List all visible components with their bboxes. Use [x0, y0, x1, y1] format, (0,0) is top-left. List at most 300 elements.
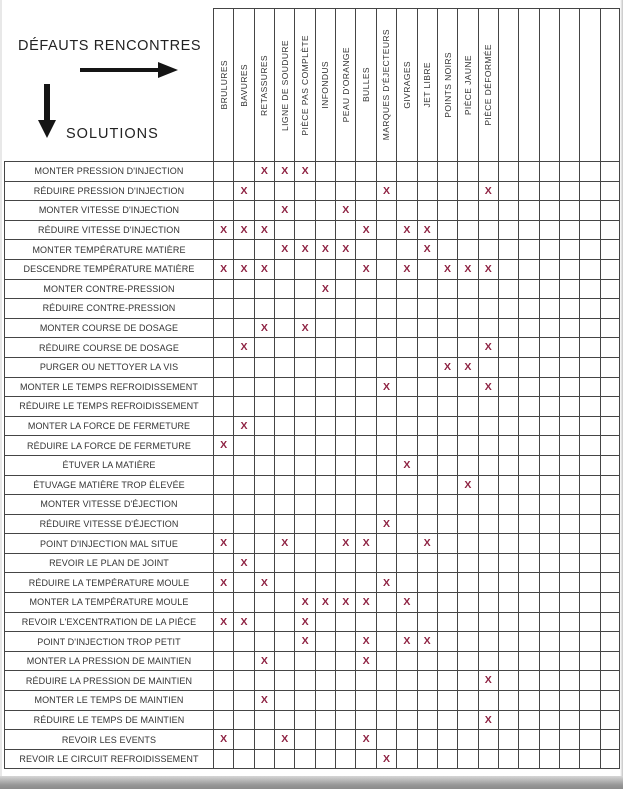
matrix-cell: [498, 632, 518, 652]
matrix-cell: [396, 554, 416, 574]
matrix-cell: [478, 730, 498, 750]
matrix-cell: [518, 613, 538, 633]
solution-row: [4, 221, 620, 241]
matrix-cell: [396, 260, 416, 280]
solution-row: [4, 534, 620, 554]
matrix-cell: [600, 162, 620, 182]
matrix-cell: [213, 554, 233, 574]
matrix-cell: [498, 730, 518, 750]
matrix-cell: [233, 280, 253, 300]
matrix-cell: [254, 338, 274, 358]
matrix-cell: [498, 162, 518, 182]
matrix-cell: [335, 397, 355, 417]
defect-column-label: BAVURES: [239, 63, 250, 107]
x-mark: X: [484, 713, 492, 726]
matrix-cell: [600, 573, 620, 593]
matrix-cell: [355, 652, 375, 672]
x-mark: X: [382, 517, 390, 530]
matrix-cell: [233, 299, 253, 319]
matrix-cell: [335, 573, 355, 593]
empty-column-header: [600, 8, 620, 162]
defect-solution-matrix: [4, 8, 620, 769]
matrix-cell: [355, 573, 375, 593]
matrix-cell: [213, 495, 233, 515]
matrix-cell: [498, 319, 518, 339]
matrix-cell: [294, 436, 314, 456]
matrix-cell: [213, 397, 233, 417]
x-mark: X: [220, 576, 228, 589]
matrix-cell: [437, 534, 457, 554]
matrix-cell: [600, 711, 620, 731]
matrix-cell: [396, 240, 416, 260]
matrix-cell: [274, 299, 294, 319]
matrix-cell: [396, 436, 416, 456]
matrix-cell: [254, 319, 274, 339]
matrix-cell: [437, 573, 457, 593]
x-mark: X: [301, 165, 309, 178]
matrix-cell: [437, 613, 457, 633]
matrix-cell: [417, 397, 437, 417]
matrix-cell: [315, 378, 335, 398]
matrix-cell: [335, 162, 355, 182]
matrix-cell: [355, 495, 375, 515]
solution-label: RÉDUIRE VITESSE D'INJECTION: [4, 221, 213, 241]
matrix-cell: [355, 280, 375, 300]
x-mark: X: [321, 243, 329, 256]
defect-column-label: LIGNE DE SOUDURE: [279, 39, 290, 131]
x-mark: X: [444, 360, 452, 373]
matrix-cell: [457, 221, 477, 241]
matrix-cell: [294, 299, 314, 319]
matrix-cell: [274, 456, 294, 476]
x-mark: X: [301, 635, 309, 648]
matrix-cell: [335, 534, 355, 554]
matrix-cell: [478, 378, 498, 398]
solution-label: RÉDUIRE CONTRE-PRESSION: [4, 299, 213, 319]
matrix-cell: [478, 240, 498, 260]
matrix-cell: [579, 573, 599, 593]
matrix-cell: [498, 260, 518, 280]
matrix-cell: [539, 613, 559, 633]
matrix-cell: [437, 201, 457, 221]
matrix-cell: [233, 456, 253, 476]
x-mark: X: [220, 439, 228, 452]
matrix-cell: [417, 221, 437, 241]
x-mark: X: [342, 596, 350, 609]
matrix-cell: [559, 280, 579, 300]
matrix-cell: [437, 417, 457, 437]
x-mark: X: [403, 596, 411, 609]
matrix-cell: [254, 417, 274, 437]
defect-column-header: [315, 8, 335, 162]
solution-label: RÉDUIRE LE TEMPS REFROIDISSEMENT: [4, 397, 213, 417]
matrix-cell: [498, 182, 518, 202]
matrix-cell: [518, 240, 538, 260]
matrix-cell: [315, 436, 335, 456]
matrix-cell: [355, 456, 375, 476]
matrix-cell: [254, 476, 274, 496]
x-mark: X: [423, 243, 431, 256]
solution-label: REVOIR LE PLAN DE JOINT: [4, 554, 213, 574]
matrix-cell: [559, 495, 579, 515]
matrix-cell: [539, 691, 559, 711]
matrix-cell: [600, 613, 620, 633]
matrix-cell: [355, 201, 375, 221]
matrix-cell: [254, 221, 274, 241]
matrix-cell: [254, 260, 274, 280]
matrix-cell: [376, 417, 396, 437]
x-mark: X: [362, 223, 370, 236]
x-mark: X: [362, 733, 370, 746]
matrix-cell: [315, 671, 335, 691]
matrix-cell: [335, 358, 355, 378]
matrix-cell: [335, 515, 355, 535]
matrix-cell: [274, 397, 294, 417]
matrix-cell: [498, 417, 518, 437]
matrix-cell: [559, 593, 579, 613]
matrix-cell: [559, 671, 579, 691]
matrix-cell: [600, 221, 620, 241]
defect-column-header: [294, 8, 314, 162]
x-mark: X: [240, 615, 248, 628]
matrix-cell: [233, 319, 253, 339]
matrix-cell: [457, 476, 477, 496]
matrix-cell: [457, 711, 477, 731]
matrix-cell: [274, 338, 294, 358]
matrix-cell: [233, 221, 253, 241]
matrix-cell: [274, 534, 294, 554]
matrix-cell: [376, 378, 396, 398]
matrix-cell: [355, 299, 375, 319]
matrix-cell: [539, 476, 559, 496]
matrix-cell: [355, 593, 375, 613]
matrix-corner-cell: [4, 8, 213, 162]
solution-label: REVOIR LES EVENTS: [4, 730, 213, 750]
matrix-cell: [518, 260, 538, 280]
solution-label: DESCENDRE TEMPÉRATURE MATIÈRE: [4, 260, 213, 280]
matrix-cell: [579, 711, 599, 731]
x-mark: X: [240, 341, 248, 354]
solution-row: [4, 671, 620, 691]
matrix-cell: [518, 671, 538, 691]
matrix-cell: [518, 750, 538, 770]
matrix-cell: [254, 515, 274, 535]
solution-label: RÉDUIRE LA PRESSION DE MAINTIEN: [4, 671, 213, 691]
matrix-cell: [457, 691, 477, 711]
matrix-cell: [539, 260, 559, 280]
matrix-cell: [213, 260, 233, 280]
matrix-cell: [518, 593, 538, 613]
matrix-cell: [294, 515, 314, 535]
x-mark: X: [240, 223, 248, 236]
matrix-cell: [396, 182, 416, 202]
matrix-cell: [518, 358, 538, 378]
matrix-cell: [478, 280, 498, 300]
matrix-cell: [315, 221, 335, 241]
matrix-cell: [254, 182, 274, 202]
matrix-cell: [376, 750, 396, 770]
x-mark: X: [321, 282, 329, 295]
matrix-cell: [559, 358, 579, 378]
matrix-cell: [417, 691, 437, 711]
matrix-cell: [396, 456, 416, 476]
matrix-cell: [254, 240, 274, 260]
matrix-cell: [396, 515, 416, 535]
matrix-cell: [274, 358, 294, 378]
matrix-cell: [518, 397, 538, 417]
matrix-cell: [294, 162, 314, 182]
matrix-cell: [539, 299, 559, 319]
matrix-cell: [498, 613, 518, 633]
matrix-cell: [559, 476, 579, 496]
matrix-cell: [335, 691, 355, 711]
matrix-cell: [254, 691, 274, 711]
matrix-cell: [539, 554, 559, 574]
matrix-cell: [417, 593, 437, 613]
matrix-cell: [274, 573, 294, 593]
matrix-cell: [294, 319, 314, 339]
solution-label: MONTER VITESSE D'INJECTION: [4, 201, 213, 221]
matrix-cell: [437, 338, 457, 358]
matrix-cell: [396, 358, 416, 378]
matrix-cell: [294, 182, 314, 202]
matrix-cell: [355, 182, 375, 202]
matrix-cell: [437, 476, 457, 496]
matrix-cell: [437, 671, 457, 691]
matrix-cell: [254, 534, 274, 554]
matrix-cell: [478, 515, 498, 535]
solution-label: RÉDUIRE LE TEMPS DE MAINTIEN: [4, 711, 213, 731]
matrix-cell: [254, 378, 274, 398]
x-mark: X: [342, 204, 350, 217]
matrix-cell: [315, 593, 335, 613]
matrix-cell: [498, 671, 518, 691]
matrix-cell: [254, 593, 274, 613]
matrix-cell: [417, 319, 437, 339]
matrix-cell: [559, 515, 579, 535]
matrix-cell: [478, 554, 498, 574]
matrix-cell: [600, 299, 620, 319]
solution-label: MONTER LA PRESSION DE MAINTIEN: [4, 652, 213, 672]
matrix-cell: [254, 280, 274, 300]
matrix-cell: [417, 730, 437, 750]
x-mark: X: [423, 223, 431, 236]
defect-column-label: PIÈCE DÉFORMÉE: [483, 44, 494, 126]
matrix-cell: [498, 534, 518, 554]
matrix-cell: [254, 730, 274, 750]
x-mark: X: [464, 360, 472, 373]
matrix-cell: [315, 358, 335, 378]
matrix-cell: [274, 162, 294, 182]
matrix-cell: [457, 750, 477, 770]
x-mark: X: [281, 733, 289, 746]
solution-label: MONTER LE TEMPS DE MAINTIEN: [4, 691, 213, 711]
x-mark: X: [362, 537, 370, 550]
matrix-cell: [518, 417, 538, 437]
matrix-cell: [559, 299, 579, 319]
solution-row: [4, 358, 620, 378]
matrix-cell: [518, 378, 538, 398]
matrix-cell: [335, 750, 355, 770]
matrix-cell: [539, 515, 559, 535]
solution-label: RÉDUIRE PRESSION D'INJECTION: [4, 182, 213, 202]
solution-row: [4, 299, 620, 319]
matrix-cell: [376, 162, 396, 182]
matrix-cell: [396, 299, 416, 319]
matrix-cell: [213, 730, 233, 750]
matrix-cell: [559, 260, 579, 280]
matrix-cell: [457, 436, 477, 456]
matrix-cell: [294, 593, 314, 613]
solution-label: MONTER LA FORCE DE FERMETURE: [4, 417, 213, 437]
matrix-cell: [335, 201, 355, 221]
matrix-cell: [213, 319, 233, 339]
matrix-cell: [233, 750, 253, 770]
matrix-cell: [539, 240, 559, 260]
solution-row: [4, 280, 620, 300]
x-mark: X: [281, 243, 289, 256]
solution-label: MONTER LE TEMPS REFROIDISSEMENT: [4, 378, 213, 398]
matrix-body: [4, 162, 620, 769]
matrix-cell: [600, 319, 620, 339]
matrix-cell: [274, 613, 294, 633]
x-mark: X: [301, 321, 309, 334]
matrix-cell: [315, 280, 335, 300]
matrix-cell: [518, 299, 538, 319]
matrix-cell: [457, 397, 477, 417]
matrix-cell: [417, 671, 437, 691]
matrix-cell: [274, 691, 294, 711]
matrix-cell: [213, 240, 233, 260]
scan-edge-left: [0, 0, 2, 789]
matrix-cell: [457, 632, 477, 652]
right-arrow-icon: [80, 62, 180, 83]
matrix-cell: [539, 378, 559, 398]
matrix-cell: [539, 456, 559, 476]
matrix-cell: [600, 730, 620, 750]
matrix-cell: [478, 260, 498, 280]
matrix-cell: [478, 358, 498, 378]
matrix-cell: [213, 515, 233, 535]
matrix-cell: [233, 613, 253, 633]
matrix-cell: [579, 436, 599, 456]
defect-column-label: RETASSURES: [259, 54, 270, 116]
matrix-cell: [376, 593, 396, 613]
matrix-cell: [600, 358, 620, 378]
matrix-cell: [539, 358, 559, 378]
matrix-cell: [417, 182, 437, 202]
solution-row: [4, 691, 620, 711]
matrix-cell: [213, 182, 233, 202]
matrix-cell: [417, 299, 437, 319]
matrix-cell: [539, 495, 559, 515]
matrix-cell: [559, 554, 579, 574]
matrix-cell: [579, 182, 599, 202]
matrix-cell: [335, 495, 355, 515]
matrix-cell: [213, 593, 233, 613]
x-mark: X: [362, 635, 370, 648]
matrix-cell: [417, 260, 437, 280]
matrix-cell: [457, 182, 477, 202]
matrix-cell: [213, 632, 233, 652]
matrix-cell: [335, 554, 355, 574]
defect-column-label: INFONDUS: [320, 61, 331, 109]
matrix-cell: [417, 554, 437, 574]
matrix-cell: [213, 613, 233, 633]
x-mark: X: [260, 654, 268, 667]
matrix-cell: [457, 240, 477, 260]
matrix-cell: [315, 319, 335, 339]
matrix-cell: [335, 260, 355, 280]
matrix-cell: [294, 358, 314, 378]
matrix-cell: [437, 711, 457, 731]
matrix-cell: [294, 201, 314, 221]
solution-label: REVOIR LE CIRCUIT REFROIDISSEMENT: [4, 750, 213, 770]
matrix-cell: [437, 299, 457, 319]
matrix-cell: [294, 338, 314, 358]
matrix-cell: [396, 750, 416, 770]
matrix-cell: [315, 201, 335, 221]
x-mark: X: [403, 263, 411, 276]
matrix-cell: [579, 476, 599, 496]
matrix-cell: [294, 573, 314, 593]
empty-column-header: [498, 8, 518, 162]
matrix-cell: [254, 671, 274, 691]
matrix-cell: [294, 632, 314, 652]
matrix-cell: [437, 632, 457, 652]
matrix-cell: [518, 221, 538, 241]
defect-column-header: [335, 8, 355, 162]
matrix-cell: [274, 378, 294, 398]
x-mark: X: [484, 380, 492, 393]
matrix-cell: [254, 299, 274, 319]
solution-row: [4, 613, 620, 633]
matrix-cell: [376, 436, 396, 456]
matrix-cell: [396, 730, 416, 750]
matrix-cell: [579, 456, 599, 476]
matrix-cell: [437, 652, 457, 672]
matrix-cell: [233, 182, 253, 202]
solution-row: [4, 456, 620, 476]
matrix-cell: [559, 240, 579, 260]
matrix-cell: [579, 515, 599, 535]
x-mark: X: [220, 615, 228, 628]
matrix-cell: [437, 691, 457, 711]
solution-row: [4, 436, 620, 456]
solution-label: PURGER OU NETTOYER LA VIS: [4, 358, 213, 378]
matrix-cell: [417, 201, 437, 221]
matrix-cell: [417, 240, 437, 260]
matrix-cell: [478, 495, 498, 515]
x-mark: X: [362, 263, 370, 276]
matrix-cell: [213, 221, 233, 241]
matrix-cell: [478, 397, 498, 417]
solution-row: [4, 260, 620, 280]
matrix-cell: [518, 162, 538, 182]
matrix-cell: [233, 358, 253, 378]
matrix-cell: [274, 436, 294, 456]
matrix-cell: [457, 730, 477, 750]
matrix-cell: [600, 515, 620, 535]
matrix-cell: [294, 378, 314, 398]
matrix-cell: [518, 515, 538, 535]
matrix-cell: [396, 632, 416, 652]
matrix-cell: [274, 750, 294, 770]
defect-column-label: JET LIBRE: [422, 62, 433, 108]
matrix-cell: [294, 495, 314, 515]
matrix-cell: [437, 554, 457, 574]
matrix-cell: [233, 378, 253, 398]
